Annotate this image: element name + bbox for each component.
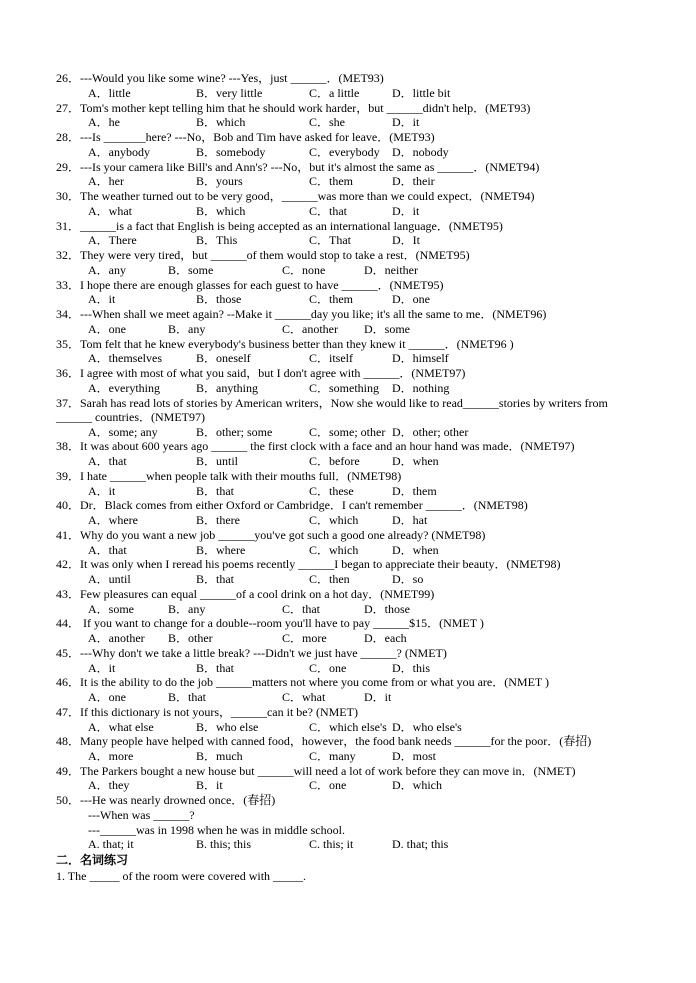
- question-stem: 45．---Why don't we take a little break? ---Didn't we just have ______? (NMET): [56, 645, 447, 660]
- option-d: D. that; this: [392, 837, 449, 852]
- question-stem: 44． If you want to change for a double--room you'll have to pay ______$15．(NMET ): [56, 616, 484, 631]
- question-stem: 35．Tom felt that he knew everybody's business better than they knew it ______．(NMET96 ): [56, 336, 514, 351]
- option-row: [56, 749, 646, 764]
- option-b: B．any: [168, 601, 206, 616]
- option-c: C．which: [309, 542, 359, 557]
- dialogue-line: ---______was in 1998 when he was in middle school.: [88, 822, 345, 837]
- option-b: B．anything: [196, 380, 258, 395]
- option-row: [56, 572, 646, 587]
- option-a: A．more: [88, 748, 134, 763]
- option-a: A．it: [88, 292, 116, 307]
- option-b: B．other: [168, 631, 213, 645]
- question-stem: 42．It was only when I reread his poems recently ______I began to appreciate their beauty．(NMET98): [56, 557, 561, 572]
- option-a: A．they: [88, 778, 130, 793]
- option-d: D．who else's: [392, 719, 462, 734]
- option-b: B．which: [196, 203, 246, 218]
- option-b: B．it: [196, 778, 223, 793]
- option-b: B．very little: [196, 85, 263, 100]
- question-stem: 38．It was about 600 years ago ______ the first clock with a face and an hour hand was made．(NMET97): [56, 439, 575, 454]
- option-d: D．himself: [392, 351, 449, 366]
- option-a: A．themselves: [88, 351, 162, 366]
- question-stem: 39．I hate ______when people talk with their mouths full．(NMET98): [56, 468, 402, 483]
- section-title: 二．名词练习: [56, 853, 129, 867]
- option-b: B．somebody: [196, 144, 266, 159]
- option-c: C．more: [282, 631, 327, 645]
- question-stem: 48．Many people have helped with canned food，however，the food bank needs ______for the poor．(春招): [56, 734, 592, 749]
- exercise-line: 1. The _____ of the room were covered with _____.: [56, 869, 307, 883]
- question-stem: 50．---He was nearly drowned once．(春招): [56, 793, 276, 807]
- option-b: B．there: [196, 513, 240, 527]
- option-row: [56, 513, 646, 528]
- option-b: B．some: [168, 262, 214, 277]
- option-c: C．That: [309, 233, 351, 248]
- question-stem: 29．---Is your camera like Bill's and Ann's? ---No，but it's almost the same as ______．(NMET94): [56, 159, 540, 174]
- question-stem: 32．They were very tired，but ______of them would stop to take a rest．(NMET95): [56, 248, 470, 262]
- option-row: [56, 263, 646, 278]
- question-stem: 27．Tom's mother kept telling him that he should work harder，but ______didn't help．(MET93): [56, 100, 531, 115]
- question-stem: 47．If this dictionary is not yours，______can it be? (NMET): [56, 704, 358, 719]
- question-stem: 34．---When shall we meet again? --Make it ______day you like; it's all the same to me．(NMET96): [56, 307, 547, 321]
- option-b: B．until: [196, 454, 239, 468]
- option-c: C．them: [309, 292, 353, 307]
- option-d: D．it: [392, 115, 420, 130]
- option-c: C．another: [282, 321, 338, 336]
- question-stem: 31．______is a fact that English is being accepted as an international language．(NMET95): [56, 218, 503, 233]
- option-c: C．which: [309, 513, 359, 527]
- option-d: D．those: [364, 601, 410, 616]
- option-row: [56, 484, 646, 499]
- question-stem: 30．The weather turned out to be very good，______was more than we could expect．(NMET94): [56, 189, 535, 203]
- option-a: A. that; it: [88, 837, 134, 852]
- option-row: [56, 454, 646, 469]
- option-b: B．much: [196, 748, 243, 763]
- option-c: C．none: [282, 262, 326, 277]
- option-a: A．where: [88, 513, 138, 527]
- option-c: C．many: [309, 748, 356, 763]
- option-d: D．little bit: [392, 85, 451, 100]
- option-row: [56, 233, 646, 248]
- option-d: D．nothing: [392, 380, 450, 395]
- option-a: A．one: [88, 321, 126, 336]
- dialogue-line: ---When was ______?: [88, 807, 195, 822]
- option-row: [56, 661, 646, 676]
- option-a: A．any: [88, 262, 126, 277]
- option-b: B．that: [196, 572, 234, 586]
- option-c: C．which else's: [309, 719, 387, 734]
- option-c: C．itself: [309, 351, 353, 366]
- option-row: [56, 631, 646, 646]
- option-b: B．where: [196, 542, 246, 557]
- option-a: A．anybody: [88, 144, 150, 159]
- option-b: B．This: [196, 233, 238, 248]
- option-c: C．one: [309, 660, 347, 675]
- option-b: B．that: [196, 660, 234, 675]
- option-d: D．their: [392, 174, 435, 189]
- option-d: D．them: [392, 483, 437, 498]
- question-stem: 41．Why do you want a new job ______you've got such a good one already? (NMET98): [56, 527, 486, 542]
- option-d: D．so: [392, 572, 424, 586]
- option-c: C．she: [309, 115, 346, 130]
- option-row: [56, 145, 646, 160]
- option-a: A．what: [88, 203, 132, 218]
- option-d: D．other; other: [392, 424, 469, 439]
- option-b: B．that: [196, 483, 234, 498]
- option-d: D．most: [392, 748, 437, 763]
- option-row: [56, 115, 646, 130]
- option-d: D．when: [392, 542, 439, 557]
- option-b: B．other; some: [196, 424, 273, 439]
- option-d: D．It: [392, 233, 420, 248]
- document-body: [56, 71, 646, 884]
- question-stem: 36．I agree with most of what you said，but I don't agree with ______．(NMET97): [56, 366, 466, 380]
- option-c: C．before: [309, 454, 360, 468]
- option-a: A．that: [88, 542, 127, 557]
- option-row: [56, 720, 646, 735]
- option-d: D．hat: [392, 513, 428, 527]
- option-row: [56, 381, 646, 396]
- option-d: D．when: [392, 454, 439, 468]
- option-a: A．some; any: [88, 424, 158, 439]
- option-c: C．what: [282, 690, 326, 704]
- option-a: A．it: [88, 483, 116, 498]
- option-c: C．a little: [309, 85, 360, 100]
- option-row: [56, 174, 646, 189]
- option-row: [56, 778, 646, 793]
- question-stem: 26．---Would you like some wine? ---Yes，just ______．(MET93): [56, 71, 384, 85]
- option-a: A．everything: [88, 380, 160, 395]
- option-a: A．some: [88, 601, 134, 616]
- option-row: [56, 86, 646, 101]
- option-c: C．some; other: [309, 424, 386, 439]
- question-stem: 37．Sarah has read lots of stories by American writers，Now she would like to read______stories by writers from ______ countries．(NMET97): [56, 395, 608, 424]
- option-a: A．that: [88, 454, 127, 468]
- option-a: A．one: [88, 690, 126, 704]
- option-a: A．he: [88, 115, 120, 130]
- option-c: C．that: [282, 601, 320, 616]
- option-d: D．some: [364, 321, 410, 336]
- option-row: [56, 602, 646, 617]
- option-a: A．what else: [88, 719, 154, 734]
- option-row: [56, 543, 646, 558]
- option-b: B．who else: [196, 719, 259, 734]
- option-c: C．these: [309, 483, 354, 498]
- option-d: D．which: [392, 778, 442, 793]
- question-stem: 46．It is the ability to do the job ______matters not where you come from or what you are．(NMET ): [56, 675, 550, 690]
- option-a: A．little: [88, 85, 131, 100]
- option-a: A．There: [88, 233, 137, 248]
- question-stem: 43．Few pleasures can equal ______of a cool drink on a hot day．(NMET99): [56, 586, 435, 601]
- option-d: D．it: [364, 690, 392, 704]
- option-b: B. this; this: [196, 837, 252, 852]
- option-d: D．neither: [364, 262, 418, 277]
- option-c: C．something: [309, 380, 380, 395]
- question-stem: 33．I hope there are enough glasses for each guest to have ______．(NMET95): [56, 277, 444, 292]
- option-b: B．which: [196, 115, 246, 130]
- option-d: D．one: [392, 292, 430, 307]
- option-b: B．yours: [196, 174, 243, 189]
- option-row: [56, 292, 646, 307]
- question-stem: 40．Dr．Black comes from either Oxford or Cambridge．I can't remember ______．(NMET98): [56, 498, 528, 513]
- option-b: B．oneself: [196, 351, 251, 366]
- option-d: D．each: [364, 631, 407, 645]
- option-c: C．that: [309, 203, 347, 218]
- option-a: A．another: [88, 631, 145, 645]
- option-d: D．it: [392, 203, 420, 218]
- option-row: [56, 204, 646, 219]
- option-row: [56, 837, 646, 852]
- option-c: C．everybody: [309, 144, 380, 159]
- option-c: C．them: [309, 174, 353, 189]
- option-b: B．that: [168, 690, 206, 704]
- option-d: D．nobody: [392, 144, 449, 159]
- option-d: D．this: [392, 660, 431, 675]
- question-stem: 49．The Parkers bought a new house but ______will need a lot of work before they can move in．(NMET): [56, 763, 576, 778]
- option-b: B．any: [168, 321, 206, 336]
- option-row: [56, 322, 646, 337]
- option-a: A．until: [88, 572, 131, 586]
- option-a: A．her: [88, 174, 124, 189]
- option-row: [56, 425, 646, 440]
- option-c: C．then: [309, 572, 350, 586]
- option-a: A．it: [88, 660, 116, 675]
- option-c: C．one: [309, 778, 347, 793]
- option-c: C. this; it: [309, 837, 354, 852]
- option-row: [56, 351, 646, 366]
- option-row: [56, 690, 646, 705]
- option-b: B．those: [196, 292, 242, 307]
- question-stem: 28．---Is _______here? ---No，Bob and Tim have asked for leave．(MET93): [56, 130, 435, 144]
